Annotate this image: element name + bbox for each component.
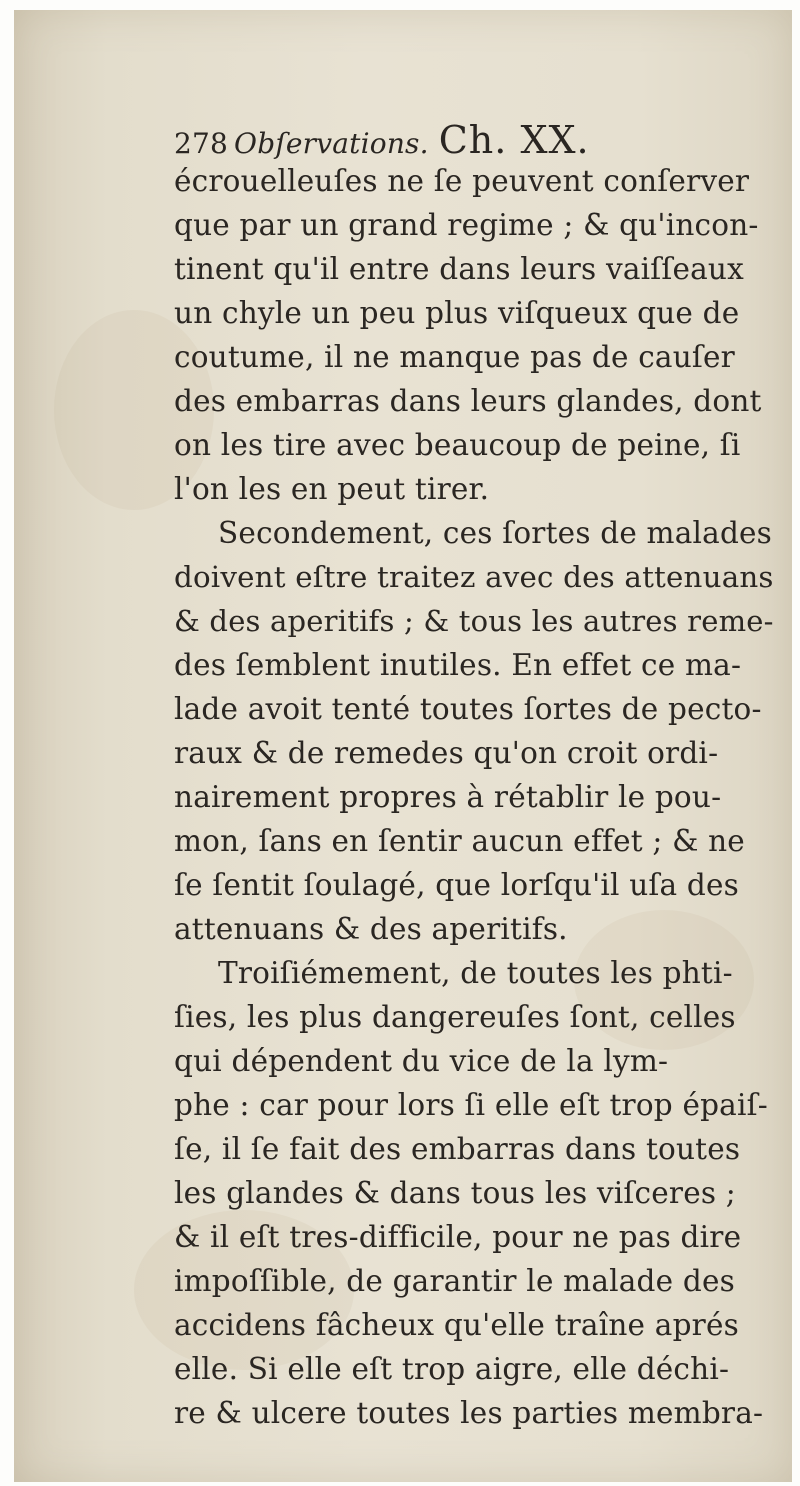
- text-line: coutume, il ne manque pas de cauſer: [174, 340, 735, 374]
- page-header: [174, 118, 774, 162]
- text-line: doivent eſtre traitez avec des attenuans: [174, 560, 774, 594]
- text-line: des ſemblent inutiles. En effet ce ma-: [174, 648, 742, 682]
- text-line: impoſſible, de garantir le malade des: [174, 1264, 735, 1298]
- text-line: l'on les en peut tirer.: [174, 472, 490, 506]
- text-line: un chyle un peu plus viſqueux que de: [174, 296, 740, 330]
- text-line: ſe, il ſe fait des embarras dans toutes: [174, 1132, 741, 1166]
- text-line: les glandes & dans tous les viſceres ;: [174, 1176, 736, 1210]
- text-line: & des aperitifs ; & tous les autres reme-: [174, 604, 774, 638]
- text-line: des embarras dans leurs glandes, dont: [174, 384, 762, 418]
- text-line: ſe ſentit ſoulagé, que lorſqu'il uſa des: [174, 868, 739, 902]
- text-line: re & ulcere toutes les parties membra-: [174, 1396, 764, 1430]
- text-line: ſies, les plus dangereuſes ſont, celles: [174, 1000, 736, 1034]
- text-line: mon, ſans en ſentir aucun effet ; & ne: [174, 824, 745, 858]
- text-line: & il eſt tres-difficile, pour ne pas dire: [174, 1220, 742, 1254]
- text-line: tinent qu'il entre dans leurs vaiſſeaux: [174, 252, 744, 286]
- page-number: 278: [174, 127, 229, 160]
- text-line: nairement propres à rétablir le pou-: [174, 780, 722, 814]
- text-line: lade avoit tenté toutes ſortes de pecto-: [174, 692, 762, 726]
- paragraph-start-line: Troiſiémement, de toutes les phti-: [218, 956, 733, 990]
- text-line: on les tire avec beaucoup de peine, ſi: [174, 428, 741, 462]
- running-title: Obſervations.: [234, 127, 429, 160]
- text-line: accidens fâcheux qu'elle traîne aprés: [174, 1308, 739, 1342]
- text-line: raux & de remedes qu'on croit ordi-: [174, 736, 719, 770]
- text-line: phe : car pour lors ſi elle eſt trop épaiſ-: [174, 1088, 768, 1122]
- text-line: qui dépendent du vice de la lym-: [174, 1044, 669, 1078]
- text-line: écrouelleuſes ne ſe peuvent conſerver: [174, 164, 750, 198]
- paragraph-start-line: Secondement, ces ſortes de malades: [218, 516, 773, 550]
- text-line: que par un grand regime ; & qu'incon-: [174, 208, 759, 242]
- chapter-label: Ch. XX.: [438, 118, 590, 162]
- text-line: attenuans & des aperitifs.: [174, 912, 568, 946]
- text-line: elle. Si elle eſt trop aigre, elle déchi-: [174, 1352, 730, 1386]
